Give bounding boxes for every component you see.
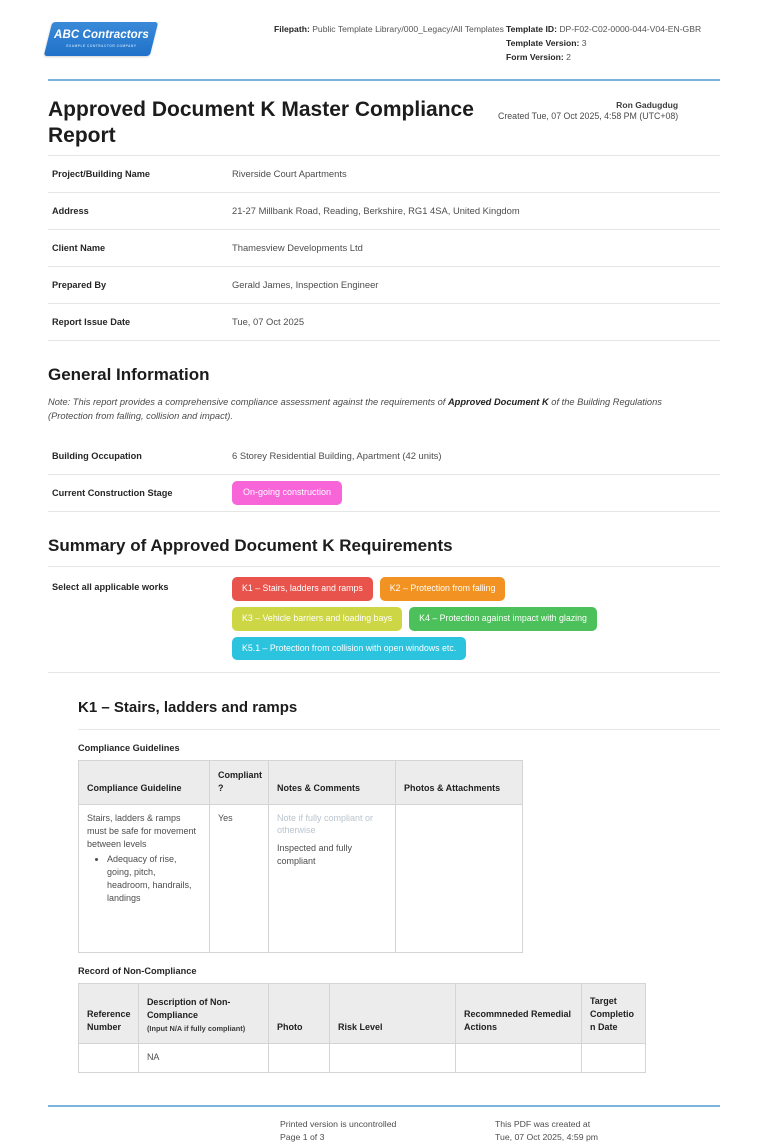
field-row [48,155,720,193]
k1-section [48,699,720,1072]
document-header [48,0,720,79]
project-fields [48,155,720,340]
template-version-label: Template Version: [506,37,580,48]
logo-tagline: EXAMPLE CONTRACTOR COMPANY [65,43,137,48]
col-reference-number: Reference Number [79,983,139,1043]
record-of-non-compliance-caption: Record of Non-Compliance [78,965,197,976]
note-prefix: Note: This report provides a comprehensive compliance assessment against the requirements of [48,396,448,407]
table-row [79,804,523,952]
field-label: Project/Building Name [52,169,151,180]
col-photo: Photo [269,983,330,1043]
k1-divider [78,729,720,730]
template-version-value: 3 [581,37,587,48]
cell-compliant-value: Yes [210,804,269,952]
template-meta [506,18,720,65]
field-row [48,304,720,341]
col-notes-comments: Notes & Comments [269,761,396,804]
footer-printed-line: Printed version is uncontrolled [280,1118,397,1129]
form-version-label: Form Version: [506,51,564,62]
cell-photos-attachments [396,804,523,952]
field-label: Current Construction Stage [52,487,173,498]
cell-photo [269,1043,330,1072]
compliance-guidelines-caption: Compliance Guidelines [78,743,180,754]
note-emphasis: Approved Document K [447,396,549,407]
filepath-label: Filepath: [274,24,310,34]
field-row-building-occupation [48,438,720,475]
document-footer [48,1105,720,1145]
col-risk-level: Risk Level [329,983,455,1043]
page-title: Approved Document K Master Compliance Report [48,97,474,147]
footer-pdf-line: This PDF was created at [495,1118,591,1129]
compliance-guidelines-table [78,760,523,952]
col-description-of-non-compliance [138,983,268,1043]
cell-description: NA [138,1043,268,1072]
field-label: Prepared By [52,279,107,290]
chip-k5-1[interactable]: K5.1 – Protection from collision with open windows etc. [232,637,466,661]
field-value: Gerald James, Inspection Engineer [232,278,379,290]
field-value: Thamesview Developments Ltd [232,241,363,253]
field-value: Tue, 07 Oct 2025 [232,315,305,327]
field-value [232,481,720,505]
chip-k4[interactable]: K4 – Protection against impact with glazing [409,607,597,631]
table-header-row [79,761,523,804]
guideline-bullet: • Adequacy of rise, going, pitch, headroom, handrails, landings [107,853,201,905]
guideline-bullet-list [87,853,201,905]
note-suffix: of the Building Regulations (Protection from falling, collision and impact). [48,396,662,422]
field-row [48,230,720,267]
notes-entered-value: Inspected and fully compliant [277,842,353,866]
logo-title: ABC Contractors [53,29,149,42]
notes-placeholder-text: Note if fully compliant or otherwise [277,812,374,836]
field-label: Report Issue Date [52,316,131,327]
template-id-label: Template ID: [506,24,557,34]
status-badge-construction-stage: On-going construction [232,481,342,505]
chip-k1[interactable]: K1 – Stairs, ladders and ramps [232,577,373,601]
col-recommended-remedial-actions: Recommneded Remedial Actions [455,983,581,1043]
author-name: Ron Gadugdug [616,99,679,110]
created-timestamp: Created Tue, 07 Oct 2025, 4:58 PM (UTC+08) [498,110,679,121]
field-value: Riverside Court Apartments [232,168,347,180]
filepath-value: Public Template Library/000_Legacy/All Templates [312,24,504,34]
field-row [48,193,720,230]
abc-contractors-logo [44,22,158,56]
form-version-value: 2 [566,51,571,62]
cell-reference-number [79,1043,139,1072]
cell-target-completion-date [581,1043,645,1072]
filepath-meta [274,18,506,37]
table-row [79,1043,646,1072]
field-label: Client Name [52,242,106,253]
cell-notes-comments [269,804,396,952]
footer-print-info [280,1118,495,1145]
field-row [48,267,720,304]
cell-compliance-guideline [79,804,210,952]
field-label: Building Occupation [52,450,142,461]
section-heading-general-information: General Information [48,364,210,384]
k1-heading: K1 – Stairs, ladders and ramps [78,699,298,717]
col-description-main: Description of Non-Compliance [146,996,231,1020]
non-compliance-table [78,983,646,1073]
created-block [498,97,678,121]
applicable-works-label: Select all applicable works [52,582,169,593]
chip-k2[interactable]: K2 – Protection from falling [380,577,506,601]
title-block [48,81,720,156]
logo-container [48,18,274,56]
applicable-works-row [48,566,720,673]
applicable-works-chips [232,577,682,660]
footer-page-number: Page 1 of 3 [280,1132,325,1143]
footer-spacer [48,1118,280,1145]
col-photos-attachments: Photos & Attachments [396,761,523,804]
footer-pdf-date: Tue, 07 Oct 2025, 4:59 pm [495,1132,599,1143]
field-value: 21-27 Millbank Road, Reading, Berkshire, RG1 4SA, United Kingdom [232,205,520,217]
col-target-completion-date: Target Completio n Date [581,983,645,1043]
col-compliance-guideline: Compliance Guideline [79,761,210,804]
section-heading-summary: Summary of Approved Document K Requirements [48,535,453,555]
template-id-value: DP-F02-C02-0000-044-V04-EN-GBR [559,24,702,34]
cell-risk-level [329,1043,455,1072]
guideline-lead-text: Stairs, ladders & ramps must be safe for movement between levels [87,812,197,849]
field-value: 6 Storey Residential Building, Apartment (42 units) [232,449,442,461]
col-description-sub: (Input N/A if fully compliant) [146,1023,246,1033]
footer-pdf-info [495,1118,720,1145]
general-information-note [48,395,720,424]
field-label: Address [52,206,89,217]
col-compliant: Compliant ? [210,761,269,804]
table-header-row [79,983,646,1043]
field-row-construction-stage [48,475,720,512]
chip-k3[interactable]: K3 – Vehicle barriers and loading bays [232,607,402,631]
cell-remedial-actions [455,1043,581,1072]
